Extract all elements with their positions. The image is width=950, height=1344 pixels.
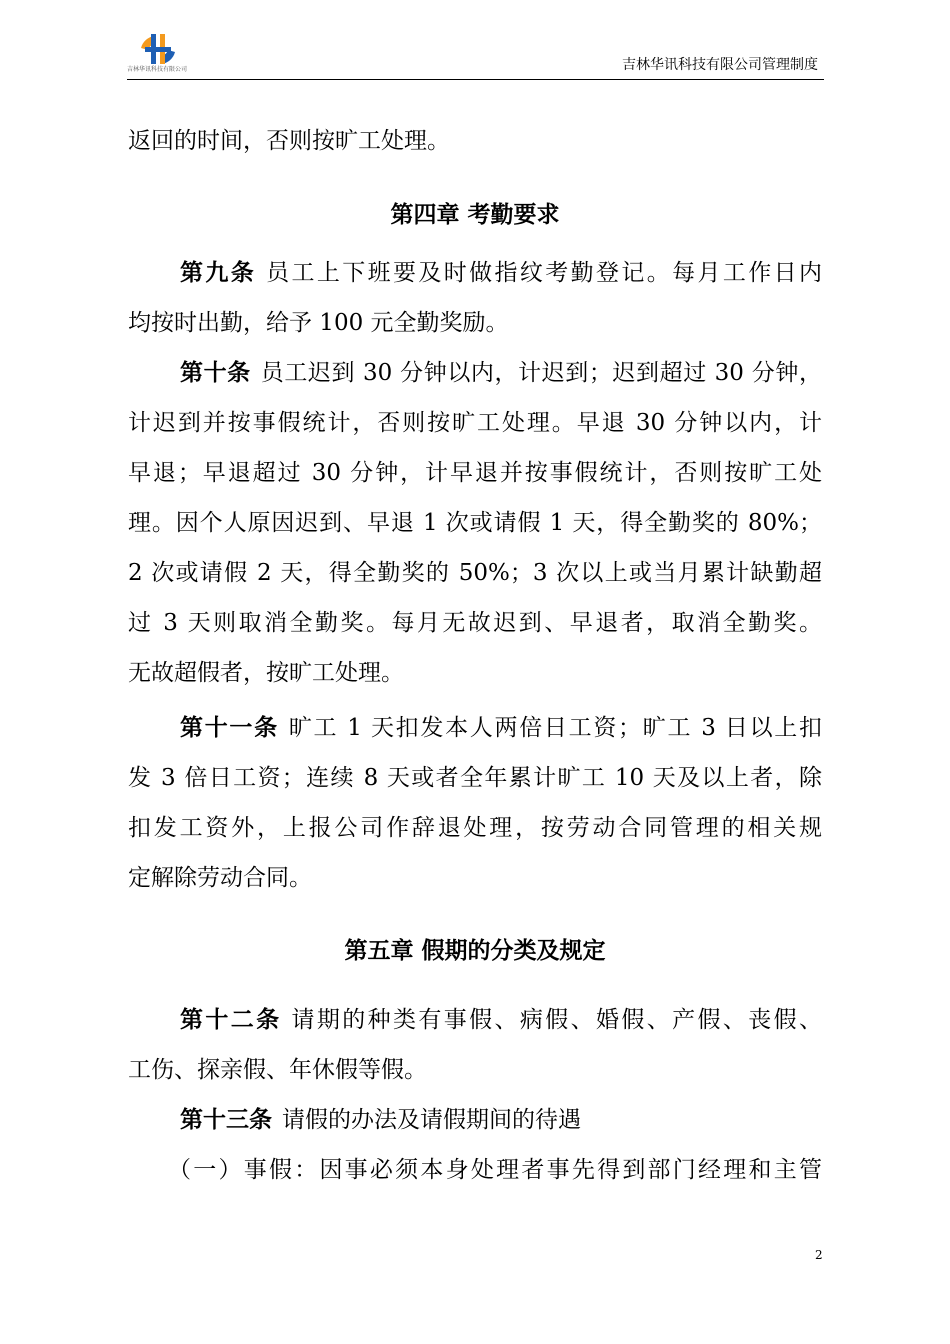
page-number: 2 [815, 1248, 823, 1262]
header-divider [127, 79, 824, 80]
text-line: 计迟到并按事假统计，否则按旷工处理。早退 30 分钟以内，计 [128, 410, 822, 436]
text-line: 请期的种类有事假、病假、婚假、产假、丧假、 [291, 1007, 822, 1033]
text-line: 扣发工资外，上报公司作辞退处理，按劳动合同管理的相关规 [128, 815, 822, 841]
logo-caption: 吉林华讯科技有限公司 [127, 66, 188, 73]
text-line: 请假的办法及请假期间的待遇 [282, 1107, 581, 1133]
text-line: 发 3 倍日工资；连续 8 天或者全年累计旷工 10 天及以上者，除 [128, 765, 822, 791]
paragraph-continuation [128, 116, 822, 166]
text-line: 定解除劳动合同。 [128, 865, 312, 891]
text-line: 2 次或请假 2 天，得全勤奖的 50%；3 次以上或当月累计缺勤超 [128, 560, 822, 586]
page-header [127, 30, 824, 80]
text-line: （一）事假：因事必须本身处理者事先得到部门经理和主管 [168, 1157, 822, 1183]
text-line: 工伤、探亲假、年休假等假。 [128, 1057, 427, 1083]
text-line: 员工上下班要及时做指纹考勤登记。每月工作日内 [266, 260, 822, 286]
article-11 [128, 703, 822, 903]
text-line: 过 3 天则取消全勤奖。每月无故迟到、早退者，取消全勤奖。 [128, 610, 822, 636]
article-label: 第十二条 [180, 1007, 282, 1033]
article-label: 第十一条 [180, 715, 279, 741]
article-13 [128, 1095, 822, 1145]
article-label: 第十三条 [180, 1107, 272, 1133]
text-line: 返回的时间，否则按旷工处理。 [128, 128, 450, 154]
text-line: 员工迟到 30 分钟以内，计迟到；迟到超过 30 分钟， [260, 360, 823, 386]
text-line: 理。因个人原因迟到、早退 1 次或请假 1 天，得全勤奖的 80%； [128, 510, 822, 536]
article-label: 第十条 [180, 360, 251, 386]
article-13-item-1 [168, 1145, 822, 1195]
text-line: 旷工 1 天扣发本人两倍日工资；旷工 3 日以上扣 [288, 715, 822, 741]
text-line: 早退；早退超过 30 分钟，计早退并按事假统计，否则按旷工处 [128, 460, 822, 486]
article-12 [128, 995, 822, 1095]
text-line: 无故超假者，按旷工处理。 [128, 660, 404, 686]
header-title: 吉林华讯科技有限公司管理制度 [622, 57, 818, 73]
chapter-5-heading: 第五章 假期的分类及规定 [344, 938, 606, 964]
article-label: 第九条 [180, 260, 257, 286]
text-line: 均按时出勤，给予 100 元全勤奖励。 [128, 310, 509, 336]
chapter-4-heading: 第四章 考勤要求 [390, 202, 560, 228]
article-9 [128, 248, 822, 348]
article-10 [128, 348, 822, 698]
